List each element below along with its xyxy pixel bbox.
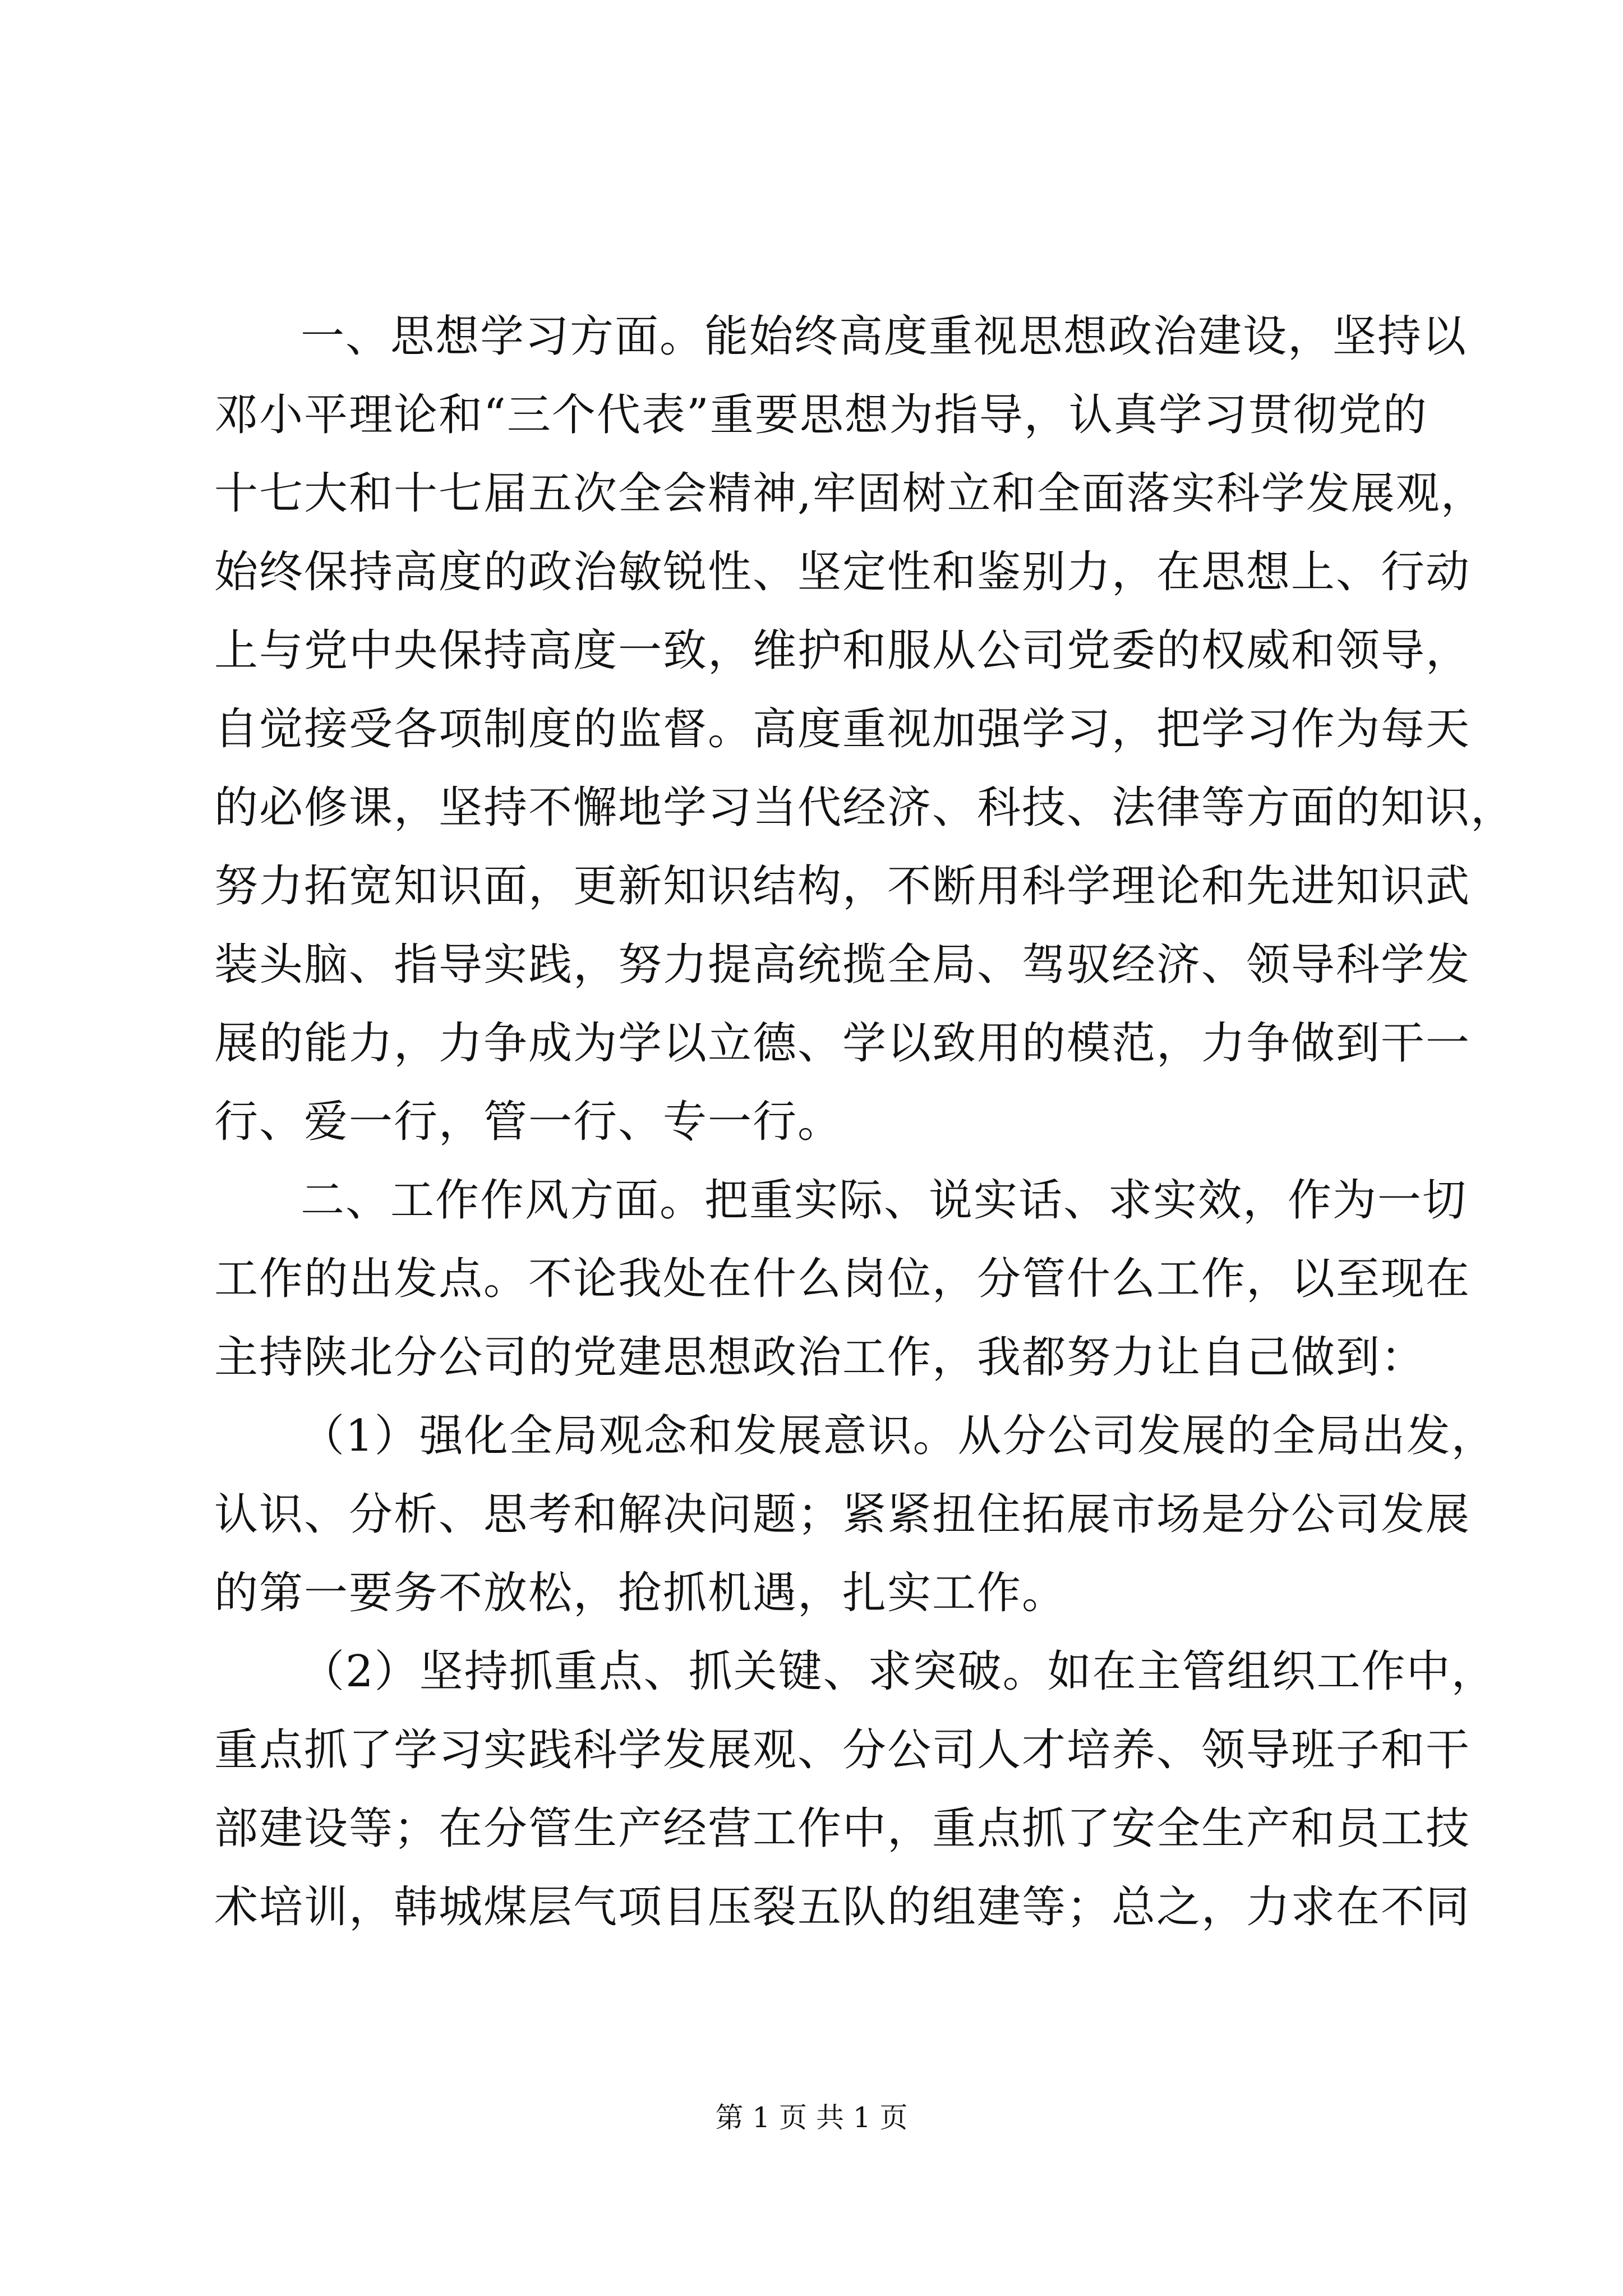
text-line: 认识、分析、思考和解决问题；紧紧扭住拓展市场是分公司发展 (214, 1489, 1471, 1540)
text-line: 重点抓了学习实践科学发展观、分公司人才培养、领导班子和干 (214, 1725, 1471, 1775)
text-line: 展的能力，力争成为学以立德、学以致用的模范，力争做到干一 (214, 1018, 1471, 1069)
text-line: 术培训，韩城煤层气项目压裂五队的组建等；总之，力求在不同 (214, 1882, 1471, 1932)
text-line: 始终保持高度的政治敏锐性、坚定性和鉴别力，在思想上、行动 (214, 547, 1471, 597)
text-line: 二、工作作风方面。把重实际、说实话、求实效，作为一切 (301, 1175, 1468, 1226)
text-line: 十七大和十七届五次全会精神,牢固树立和全面落实科学发展观， (214, 468, 1486, 519)
page-footer: 第 1 页 共 1 页 (715, 2101, 908, 2134)
text-line: 主持陕北分公司的党建思想政治工作，我都努力让自己做到： (214, 1332, 1426, 1383)
text-line: 装头脑、指导实践，努力提高统揽全局、驾驭经济、领导科学发 (214, 940, 1471, 990)
text-line: 部建设等；在分管生产经营工作中，重点抓了安全生产和员工技 (214, 1803, 1471, 1854)
text-line: （1）强化全局观念和发展意识。从分公司发展的全局出发， (301, 1411, 1496, 1461)
text-line: 行、爱一行，管一行、专一行。 (214, 1097, 843, 1147)
text-line: 邓小平理论和“三个代表”重要思想为指导，认真学习贯彻党的 (214, 390, 1428, 440)
text-line: 一、思想学习方面。能始终高度重视思想政治建设，坚持以 (301, 311, 1468, 362)
text-line: 的必修课，坚持不懈地学习当代经济、科技、法律等方面的知识， (214, 783, 1516, 833)
text-line: 工作的出发点。不论我处在什么岗位，分管什么工作，以至现在 (214, 1254, 1471, 1304)
text-line: 自觉接受各项制度的监督。高度重视加强学习，把学习作为每天 (214, 704, 1471, 754)
text-line: 努力拓宽知识面，更新知识结构，不断用科学理论和先进知识武 (214, 861, 1471, 912)
text-line: 的第一要务不放松，抢抓机遇，扎实工作。 (214, 1568, 1067, 1618)
text-line: 上与党中央保持高度一致，维护和服从公司党委的权威和领导， (214, 625, 1471, 676)
text-line: （2）坚持抓重点、抓关键、求突破。如在主管组织工作中， (301, 1646, 1496, 1697)
